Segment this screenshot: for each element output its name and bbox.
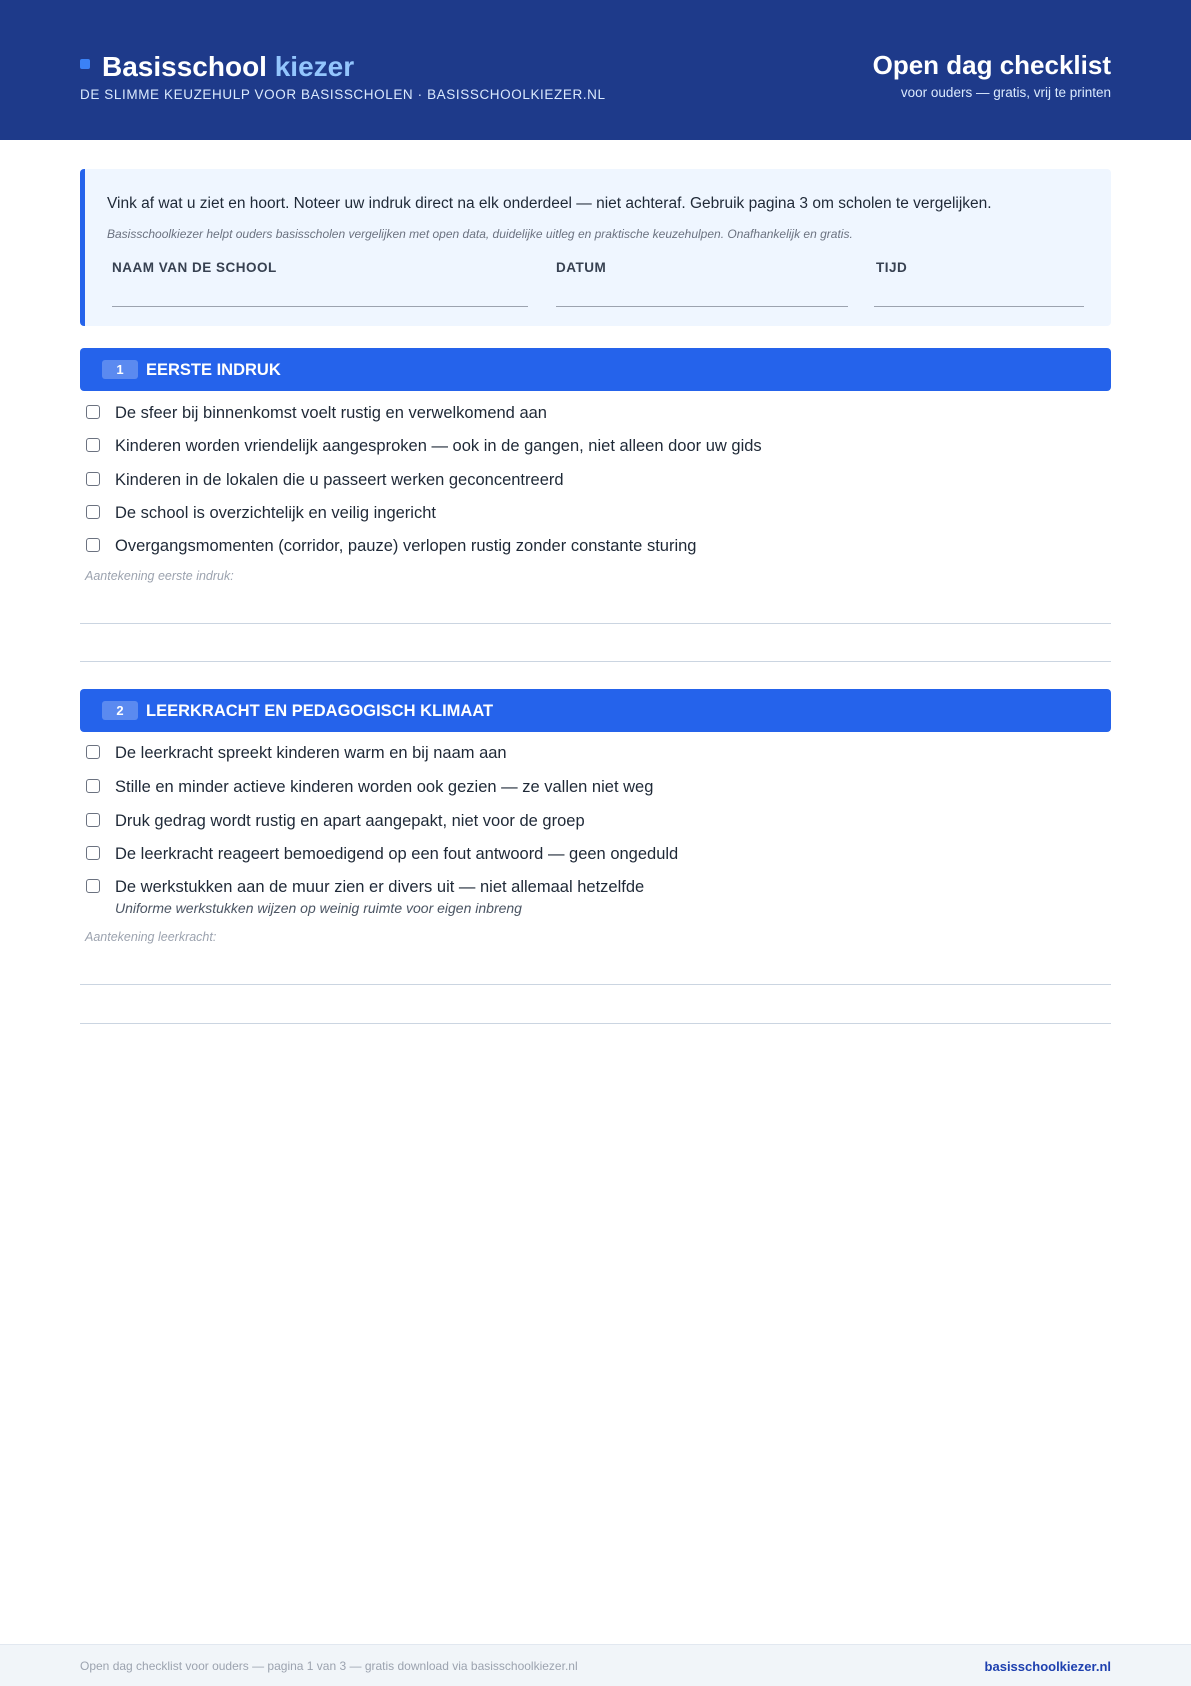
checkbox[interactable]	[86, 538, 100, 552]
section-title: LEERKRACHT EN PEDAGOGISCH KLIMAAT	[146, 702, 494, 720]
checklist-item-label: De leerkracht reageert bemoedigend op een fout antwoord — geen ongeduld	[115, 845, 679, 863]
document-title: Open dag checklist	[872, 50, 1111, 80]
checkbox[interactable]	[86, 879, 100, 893]
brand	[80, 50, 606, 102]
brand-accent: kiezer	[274, 51, 355, 82]
time-label: TIJD	[876, 260, 908, 275]
checklist-item-label: Druk gedrag wordt rustig en apart aangepakt, niet voor de groep	[115, 812, 585, 830]
footer-text: Open dag checklist voor ouders — pagina 1 van 3 — gratis download via basisschoolkiezer.nl	[80, 1659, 578, 1673]
checkbox[interactable]	[86, 813, 100, 827]
note-line[interactable]	[80, 984, 1111, 985]
date-field[interactable]	[556, 306, 848, 307]
note-line[interactable]	[80, 623, 1111, 624]
note-label: Aantekening leerkracht:	[85, 930, 217, 944]
brand-name: Basisschool	[102, 51, 267, 82]
document-title-block	[873, 48, 1111, 100]
section-number: 2	[102, 701, 138, 720]
section-header	[80, 348, 1111, 391]
checklist-item-hint: Uniforme werkstukken wijzen op weinig ruimte voor eigen inbreng	[115, 900, 522, 916]
note-line[interactable]	[80, 1023, 1111, 1024]
section-header	[80, 689, 1111, 732]
note-line[interactable]	[80, 661, 1111, 662]
checklist-item-label: De werkstukken aan de muur zien er divers uit — niet allemaal hetzelfde	[115, 878, 645, 896]
section-title: EERSTE INDRUK	[146, 361, 281, 379]
intro-note: Basisschoolkiezer helpt ouders basisscholen vergelijken met open data, duidelijke uitleg en praktische keuzehulpen. Onafhankelijk en gratis.	[107, 227, 853, 241]
intro-instruction: Vink af wat u ziet en hoort. Noteer uw indruk direct na elk onderdeel — niet achteraf. Gebruik pagina 3 om scholen te vergelijken.	[107, 195, 992, 212]
note-label: Aantekening eerste indruk:	[85, 569, 234, 583]
school-name-label: NAAM VAN DE SCHOOL	[112, 260, 277, 275]
checklist-item-label: De sfeer bij binnenkomst voelt rustig en verwelkomend aan	[115, 404, 547, 422]
checkbox[interactable]	[86, 846, 100, 860]
checkbox[interactable]	[86, 505, 100, 519]
checklist-item-label: De school is overzichtelijk en veilig ingericht	[115, 504, 436, 522]
checkbox[interactable]	[86, 472, 100, 486]
school-name-field[interactable]	[112, 306, 528, 307]
checkbox[interactable]	[86, 745, 100, 759]
checkbox[interactable]	[86, 405, 100, 419]
document-subtitle: voor ouders — gratis, vrij te printen	[900, 85, 1111, 100]
checklist-item-label: Stille en minder actieve kinderen worden ook gezien — ze vallen niet weg	[115, 778, 654, 796]
checklist-item-label: Kinderen worden vriendelijk aangesproken — ook in de gangen, niet alleen door uw gids	[115, 437, 762, 455]
checklist-item-label: Kinderen in de lokalen die u passeert werken geconcentreerd	[115, 471, 564, 489]
date-label: DATUM	[556, 260, 607, 275]
brand-tagline: DE SLIMME KEUZEHULP VOOR BASISSCHOLEN · BASISSCHOOLKIEZER.NL	[80, 87, 606, 102]
checkbox[interactable]	[86, 438, 100, 452]
time-field[interactable]	[874, 306, 1084, 307]
checklist-item-label: De leerkracht spreekt kinderen warm en bij naam aan	[115, 744, 507, 762]
checkbox[interactable]	[86, 779, 100, 793]
checklist-item-label: Overgangsmomenten (corridor, pauze) verlopen rustig zonder constante sturing	[115, 537, 697, 555]
footer-link[interactable]: basisschoolkiezer.nl	[984, 1659, 1111, 1674]
section-number: 1	[102, 360, 138, 379]
page-header	[0, 0, 1191, 140]
brand-square-icon	[80, 59, 90, 69]
intro-box	[80, 169, 1111, 326]
brand-logo	[80, 50, 606, 84]
page-footer	[0, 1644, 1191, 1686]
